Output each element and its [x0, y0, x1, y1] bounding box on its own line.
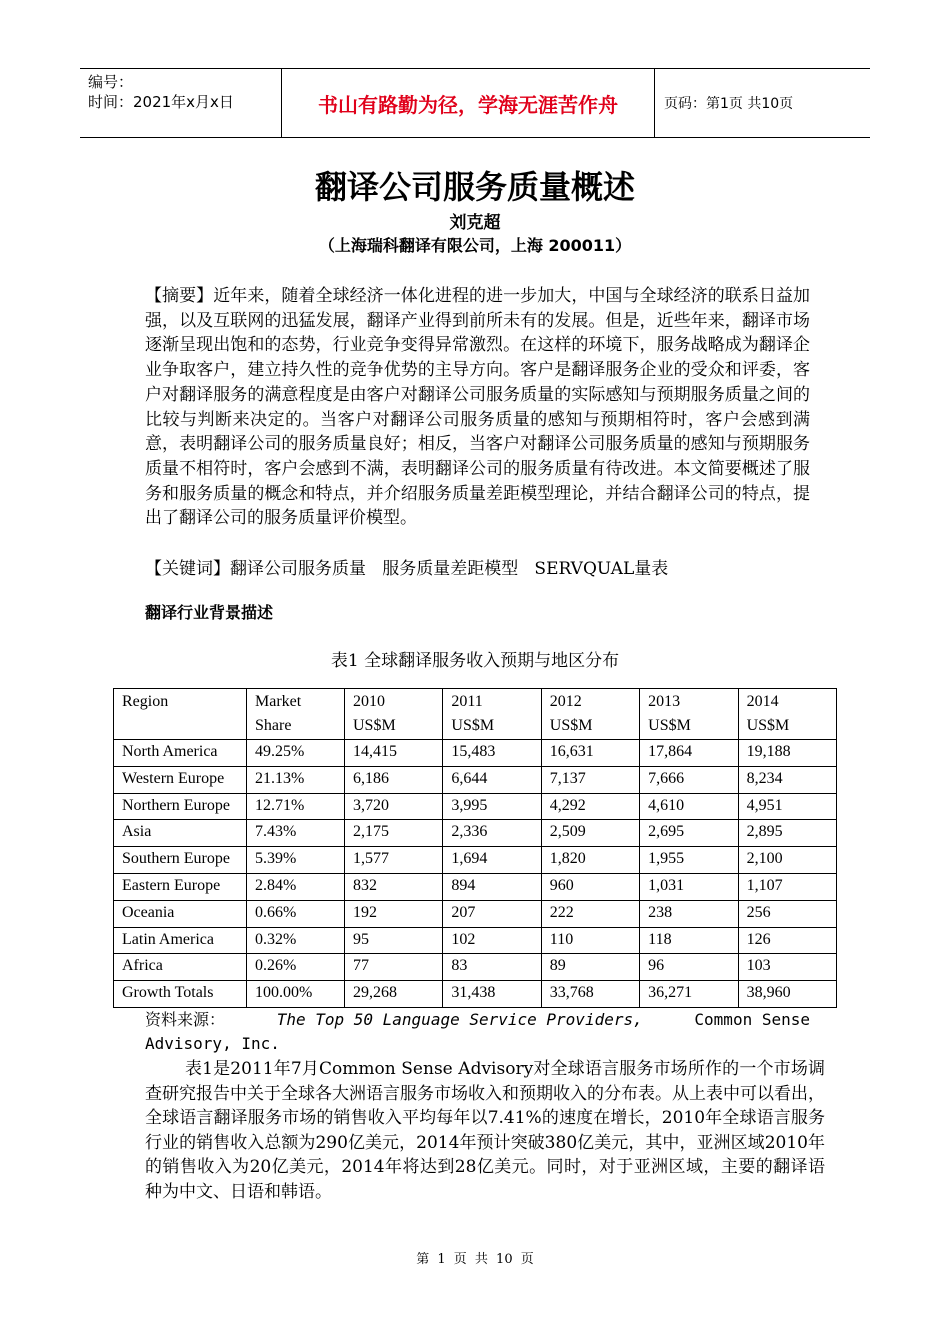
table-region-cell: Western Europe — [114, 766, 247, 793]
table-header-text: US$M — [353, 717, 396, 734]
table-value-cell: 49.25% — [247, 740, 345, 767]
table-value-cell: 832 — [345, 873, 443, 900]
table-value-cell: 8,234 — [738, 766, 836, 793]
table-value-cell: 21.13% — [247, 766, 345, 793]
table-value-cell: 256 — [738, 900, 836, 927]
table-value-cell: 6,644 — [443, 766, 541, 793]
table-row — [114, 820, 837, 847]
table-value-cell: 1,955 — [640, 847, 738, 874]
document-affiliation: （上海瑞科翻译有限公司，上海 200011） — [318, 236, 632, 255]
table-header-cell — [247, 689, 345, 740]
table-header-text: US$M — [549, 717, 593, 734]
table-header-cell — [345, 689, 443, 740]
table-row — [114, 766, 837, 793]
table-value-cell: 77 — [345, 954, 443, 981]
table-value-cell: 89 — [541, 954, 639, 981]
table-value-cell: 1,031 — [640, 873, 738, 900]
table-header-cell — [541, 689, 639, 740]
header-meta — [80, 69, 280, 137]
table-header-cell — [114, 689, 247, 740]
table-value-cell: 0.66% — [247, 900, 345, 927]
document-number-label: 编号： — [88, 73, 134, 91]
page-footer: 第 1 页 共 10 页 — [416, 1252, 534, 1267]
table-value-cell: 3,720 — [345, 793, 443, 820]
table-header-text: Region — [122, 693, 169, 710]
revenue-table-body — [114, 689, 837, 1008]
table-header-text: 2010 — [353, 693, 385, 710]
table-value-cell: 4,292 — [541, 793, 639, 820]
table-value-cell: 2.84% — [247, 873, 345, 900]
table-value-cell: 4,610 — [640, 793, 738, 820]
table-value-cell: 2,509 — [541, 820, 639, 847]
table-header-text: US$M — [746, 717, 790, 734]
table-value-cell: 31,438 — [443, 981, 541, 1008]
document-time-label: 时间：2021年x月x日 — [88, 93, 234, 111]
table-value-cell: 207 — [443, 900, 541, 927]
table-value-cell: 38,960 — [738, 981, 836, 1008]
table-header-text: 2011 — [451, 693, 483, 710]
body-paragraph: 表1是2011年7月Common Sense Advisory对全球语言服务市场所作的一个市场调查研究报告中关于全球各大洲语言服务市场收入和预期收入的分布表。从上表中可以看出，全球语言翻译服务市场的销售收入平均每年以7.41%的速度在增长，2010年全球语言服务行业的销售收入总额为290亿美元，2014年预计突破380亿美元，其中，亚洲区域2010年的销售收入为20亿美元，2014年将达到28亿美元。同时，对于亚洲区域，主要的翻译语种为中文、日语和韩语。 — [145, 1059, 825, 1202]
table-value-cell: 960 — [541, 873, 639, 900]
table-value-cell: 96 — [640, 954, 738, 981]
table-region-cell: Northern Europe — [114, 793, 247, 820]
table-value-cell: 103 — [738, 954, 836, 981]
table-row — [114, 954, 837, 981]
table-header-cell — [738, 689, 836, 740]
table-value-cell: 19,188 — [738, 740, 836, 767]
table-row — [114, 981, 837, 1008]
keywords-line: 【关键词】翻译公司服务质量 服务质量差距模型 SERVQUAL量表 — [145, 559, 669, 579]
table-header-text: US$M — [648, 717, 691, 734]
table-header-text: 2012 — [549, 693, 582, 710]
table-value-cell: 2,336 — [443, 820, 541, 847]
table-region-cell: Southern Europe — [114, 847, 247, 874]
table-value-cell: 100.00% — [247, 981, 345, 1008]
table-value-cell: 5.39% — [247, 847, 345, 874]
table-header-row — [114, 689, 837, 740]
source-org-part-2: Advisory, Inc. — [145, 1034, 280, 1053]
revenue-table — [113, 688, 837, 1008]
table-value-cell: 2,695 — [640, 820, 738, 847]
table-value-cell: 29,268 — [345, 981, 443, 1008]
header-page-label: 页码：第1页 共10页 — [664, 96, 794, 112]
table-value-cell: 192 — [345, 900, 443, 927]
table-value-cell: 6,186 — [345, 766, 443, 793]
table-value-cell: 36,271 — [640, 981, 738, 1008]
table-value-cell: 7.43% — [247, 820, 345, 847]
table-source — [145, 1008, 810, 1056]
table-value-cell: 1,820 — [541, 847, 639, 874]
table-header-text: US$M — [451, 717, 495, 734]
table-value-cell: 2,895 — [738, 820, 836, 847]
table-value-cell: 1,694 — [443, 847, 541, 874]
table-value-cell: 1,107 — [738, 873, 836, 900]
source-org-part-1: Common Sense — [694, 1010, 810, 1029]
table-header-cell — [443, 689, 541, 740]
table-caption: 表1 全球翻译服务收入预期与地区分布 — [330, 651, 620, 671]
table-value-cell: 83 — [443, 954, 541, 981]
table-region-cell: Oceania — [114, 900, 247, 927]
table-row — [114, 793, 837, 820]
table-region-cell: Africa — [114, 954, 247, 981]
table-value-cell: 894 — [443, 873, 541, 900]
source-line-1 — [145, 1008, 810, 1032]
table-value-cell: 16,631 — [541, 740, 639, 767]
section-heading: 翻译行业背景描述 — [145, 603, 274, 622]
table-value-cell: 15,483 — [443, 740, 541, 767]
source-title: The Top 50 Language Service Providers, — [276, 1010, 643, 1029]
table-value-cell: 110 — [541, 927, 639, 954]
table-region-cell: Asia — [114, 820, 247, 847]
table-value-cell: 126 — [738, 927, 836, 954]
abstract-paragraph: 【摘要】近年来，随着全球经济一体化进程的进一步加大，中国与全球经济的联系日益加强，以及互联网的迅猛发展，翻译产业得到前所未有的发展。但是，近些年来，翻译市场逐渐呈现出饱和的态势，行业竞争变得异常激烈。在这样的环境下，服务战略成为翻译企业争取客户，建立持久性的竞争优势的主导方向。客户是翻译服务企业的受众和评委，客户对翻译服务的满意程度是由客户对翻译公司服务质量的实际感知与预期服务质量之间的比较与判断来决定的。当客户对翻译公司服务质量的感知与预期相符时，客户会感到满意，表明翻译公司的服务质量良好；相反，当客户对翻译公司服务质量的感知与预期服务质量不相符时，客户会感到不满，表明翻译公司的服务质量有待改进。本文简要概述了服务和服务质量的概念和特点，并介绍服务质量差距模型理论，并结合翻译公司的特点，提出了翻译公司的服务质量评价模型。 — [145, 286, 810, 529]
header-page-cell — [655, 69, 870, 137]
table-region-cell: North America — [114, 740, 247, 767]
table-value-cell: 95 — [345, 927, 443, 954]
header-motto-cell — [281, 69, 655, 137]
table-value-cell: 102 — [443, 927, 541, 954]
document-author: 刘克超 — [449, 213, 501, 233]
table-value-cell: 1,577 — [345, 847, 443, 874]
table-value-cell: 2,100 — [738, 847, 836, 874]
source-label: 资料来源： — [145, 1010, 226, 1029]
table-value-cell: 7,137 — [541, 766, 639, 793]
table-value-cell: 12.71% — [247, 793, 345, 820]
table-value-cell: 4,951 — [738, 793, 836, 820]
table-value-cell: 3,995 — [443, 793, 541, 820]
table-header-text: Share — [255, 717, 292, 734]
table-region-cell: Latin America — [114, 927, 247, 954]
table-header-cell — [640, 689, 738, 740]
table-header-text: 2013 — [648, 693, 681, 710]
table-value-cell: 7,666 — [640, 766, 738, 793]
table-region-cell: Eastern Europe — [114, 873, 247, 900]
table-value-cell: 33,768 — [541, 981, 639, 1008]
table-value-cell: 2,175 — [345, 820, 443, 847]
table-row — [114, 927, 837, 954]
table-row — [114, 740, 837, 767]
table-header-text: Market — [255, 693, 302, 710]
table-value-cell: 0.26% — [247, 954, 345, 981]
page-header — [80, 68, 870, 138]
table-value-cell: 17,864 — [640, 740, 738, 767]
table-row — [114, 873, 837, 900]
table-row — [114, 847, 837, 874]
table-value-cell: 118 — [640, 927, 738, 954]
table-value-cell: 0.32% — [247, 927, 345, 954]
table-region-cell: Growth Totals — [114, 981, 247, 1008]
table-row — [114, 900, 837, 927]
header-motto: 书山有路勤为径，学海无涯苦作舟 — [318, 92, 618, 117]
table-value-cell: 222 — [541, 900, 639, 927]
table-value-cell: 238 — [640, 900, 738, 927]
table-value-cell: 14,415 — [345, 740, 443, 767]
document-title: 翻译公司服务质量概述 — [314, 168, 635, 206]
table-header-text: 2014 — [746, 693, 779, 710]
